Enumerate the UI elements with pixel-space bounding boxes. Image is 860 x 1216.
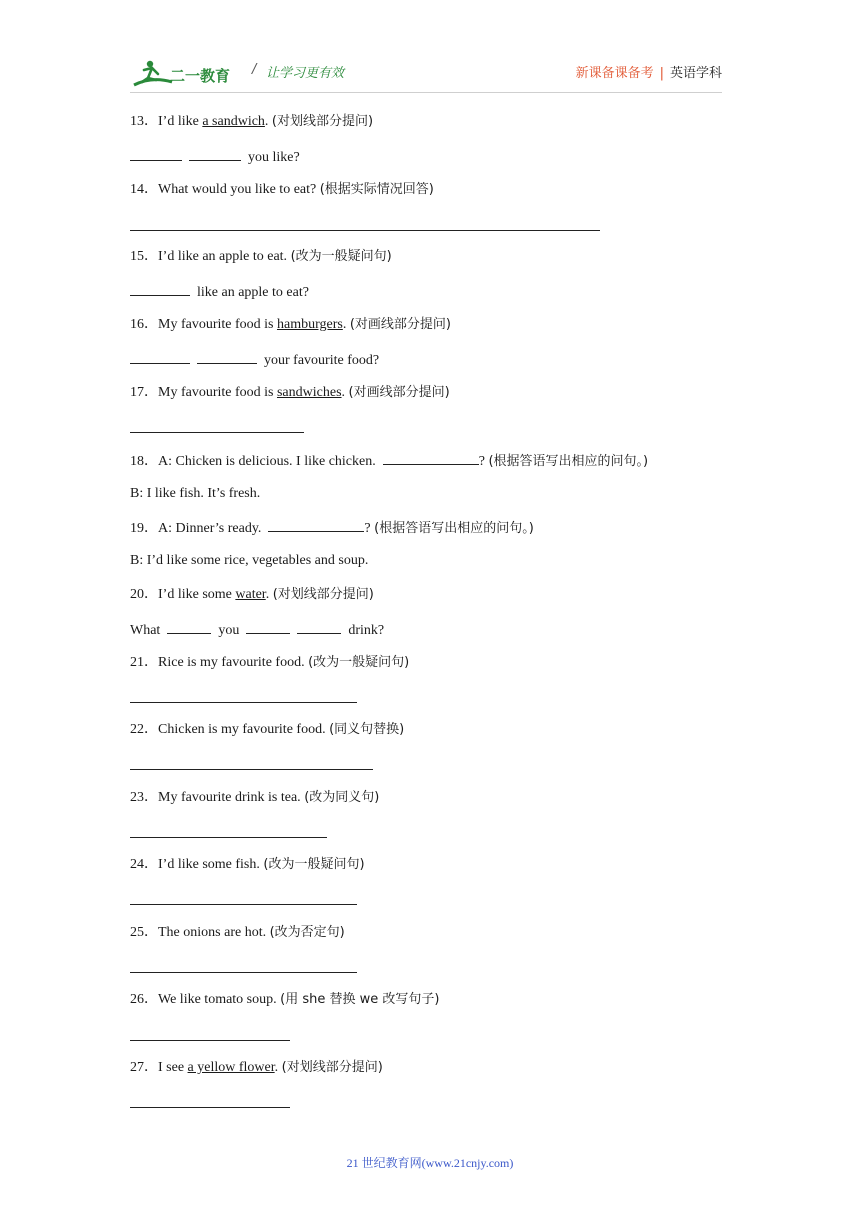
answer-blank[interactable] — [268, 518, 364, 532]
answer-line-24[interactable] — [130, 904, 357, 905]
answer-line-22[interactable] — [130, 769, 373, 770]
question-16: 16．My favourite food is hamburgers. (对画线部分提问) — [130, 317, 451, 332]
question-27: 27．I see a yellow flower. (对划线部分提问) — [130, 1060, 383, 1075]
answer-line-27[interactable] — [130, 1107, 290, 1108]
answer-line-23[interactable] — [130, 837, 327, 838]
course-label: 新课备课备考 — [575, 66, 654, 81]
question-19: 19．A: Dinner’s ready. ? (根据答语写出相应的问句。) — [130, 518, 534, 538]
answer-blank[interactable] — [130, 147, 182, 161]
question-25: 25．The onions are hot. (改为否定句) — [130, 925, 345, 940]
question-19-b: B: I’d like some rice, vegetables and soup. — [130, 553, 369, 568]
answer-blank[interactable] — [197, 350, 257, 364]
answer-20: What you drink? — [130, 620, 384, 640]
question-23: 23．My favourite drink is tea. (改为同义句) — [130, 790, 380, 805]
answer-line-14[interactable] — [130, 230, 600, 231]
answer-blank[interactable] — [383, 451, 479, 465]
question-17: 17．My favourite food is sandwiches. (对画线部分提问) — [130, 385, 450, 400]
header-divider — [130, 92, 722, 93]
question-14: 14．What would you like to eat? (根据实际情况回答) — [130, 182, 434, 197]
answer-16: your favourite food? — [130, 350, 379, 370]
question-20: 20．I’d like some water. (对划线部分提问) — [130, 587, 374, 602]
page-header — [0, 54, 860, 94]
footer-site-link[interactable]: 21 世纪教育网(www.21cnjy.com) — [346, 1156, 514, 1170]
logo-runner-icon — [132, 58, 240, 90]
slogan: 让学习更有效 — [266, 66, 345, 81]
answer-blank[interactable] — [297, 620, 341, 634]
answer-15: like an apple to eat? — [130, 282, 309, 302]
answer-blank[interactable] — [130, 282, 190, 296]
answer-line-26[interactable] — [130, 1040, 290, 1041]
answer-blank[interactable] — [130, 350, 190, 364]
header-right — [576, 62, 722, 81]
subject-label: 英语学科 — [669, 66, 722, 81]
answer-line-21[interactable] — [130, 702, 357, 703]
question-15: 15．I’d like an apple to eat. (改为一般疑问句) — [130, 249, 392, 264]
answer-blank[interactable] — [246, 620, 290, 634]
question-13: 13．I’d like a sandwich. (对划线部分提问) — [130, 114, 374, 129]
logo-text: 二一教育 — [170, 67, 231, 85]
question-22: 22．Chicken is my favourite food. (同义句替换) — [130, 722, 405, 737]
answer-line-25[interactable] — [130, 972, 357, 973]
header-separator: | — [659, 66, 664, 81]
question-21: 21．Rice is my favourite food. (改为一般疑问句) — [130, 655, 410, 670]
slogan-separator: / — [252, 62, 257, 77]
answer-blank[interactable] — [167, 620, 211, 634]
answer-13: you like? — [130, 147, 300, 167]
answer-blank[interactable] — [189, 147, 241, 161]
question-18: 18．A: Chicken is delicious. I like chicken. ? (根据答语写出相应的问句。) — [130, 451, 648, 471]
question-24: 24．I’d like some fish. (改为一般疑问句) — [130, 857, 365, 872]
question-18-b: B: I like fish. It’s fresh. — [130, 486, 261, 501]
question-26: 26．We like tomato soup. (用 she 替换 we 改写句子) — [130, 992, 440, 1007]
answer-line-17[interactable] — [130, 432, 304, 433]
